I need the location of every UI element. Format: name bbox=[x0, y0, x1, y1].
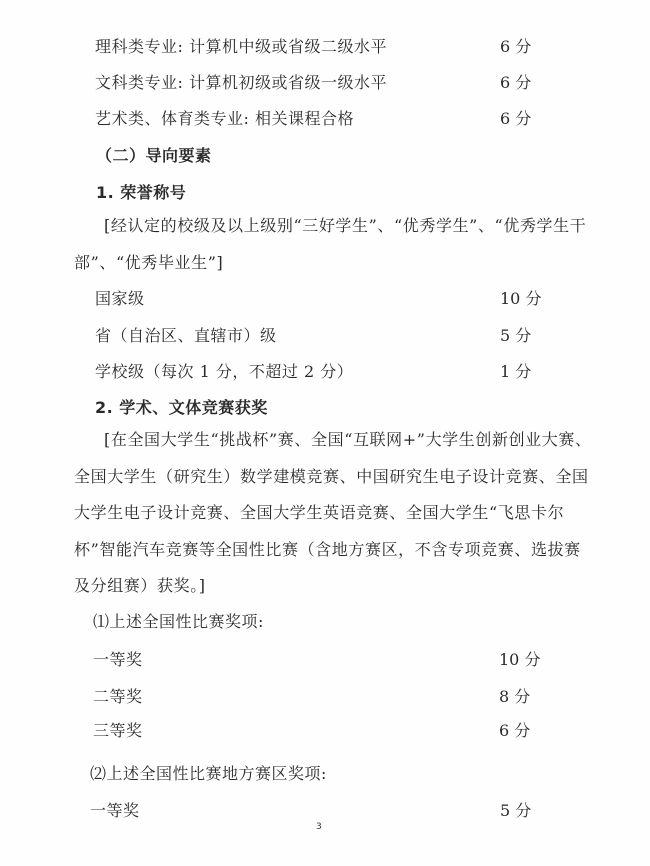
competition-description: [在全国大学生“挑战杯”赛、全国“互联网+”大学生创新创业大赛、全国大学生（研究生）数学建模竞赛、中国研究生电子设计竞赛、全国大学生电子设计竞赛、全国大学生英语竞赛、全国大学生“飞思卡尔杯”智能汽车竞赛等全国性比赛（含地方赛区，不含专项竞赛、选拔赛及分组赛）获奖。] bbox=[74, 430, 592, 595]
section-heading: （二）导向要素 bbox=[96, 146, 212, 165]
computer-row-art-sports: 艺术类、体育类专业: 相关课程合格 bbox=[95, 109, 354, 128]
honor-heading: 1. 荣誉称号 bbox=[96, 183, 187, 202]
honor-row-provincial: 省（自治区、直辖市）级 bbox=[95, 326, 277, 345]
computer-row-science-points: 6 分 bbox=[500, 37, 532, 56]
computer-row-science: 理科类专业: 计算机中级或省级二级水平 bbox=[95, 37, 387, 56]
page-number: 3 bbox=[316, 822, 322, 832]
honor-row-national-points: 10 分 bbox=[500, 289, 542, 308]
honor-description: [经认定的校级及以上级别“三好学生”、“优秀学生”、“优秀学生干部”、“优秀毕业生”] bbox=[74, 216, 587, 272]
national-award-third-points: 6 分 bbox=[499, 721, 531, 740]
national-award-first: 一等奖 bbox=[93, 650, 143, 669]
honor-row-national: 国家级 bbox=[95, 289, 145, 308]
honor-row-school-points: 1 分 bbox=[500, 362, 532, 381]
competition-heading: 2. 学术、文体竞赛获奖 bbox=[95, 398, 268, 417]
regional-award-first-points: 5 分 bbox=[500, 801, 532, 820]
computer-row-arts-points: 6 分 bbox=[500, 73, 532, 92]
regional-award-first: 一等奖 bbox=[90, 801, 140, 820]
national-awards-heading: ⑴上述全国性比赛奖项: bbox=[93, 612, 264, 631]
national-award-second-points: 8 分 bbox=[499, 687, 531, 706]
computer-row-art-sports-points: 6 分 bbox=[500, 109, 532, 128]
national-award-third: 三等奖 bbox=[93, 721, 143, 740]
national-award-first-points: 10 分 bbox=[499, 650, 541, 669]
computer-row-arts: 文科类专业: 计算机初级或省级一级水平 bbox=[95, 73, 387, 92]
honor-row-provincial-points: 5 分 bbox=[500, 326, 532, 345]
honor-row-school: 学校级（每次 1 分，不超过 2 分） bbox=[95, 362, 354, 381]
regional-awards-heading: ⑵上述全国性比赛地方赛区奖项: bbox=[90, 764, 327, 783]
national-award-second: 二等奖 bbox=[93, 687, 143, 706]
